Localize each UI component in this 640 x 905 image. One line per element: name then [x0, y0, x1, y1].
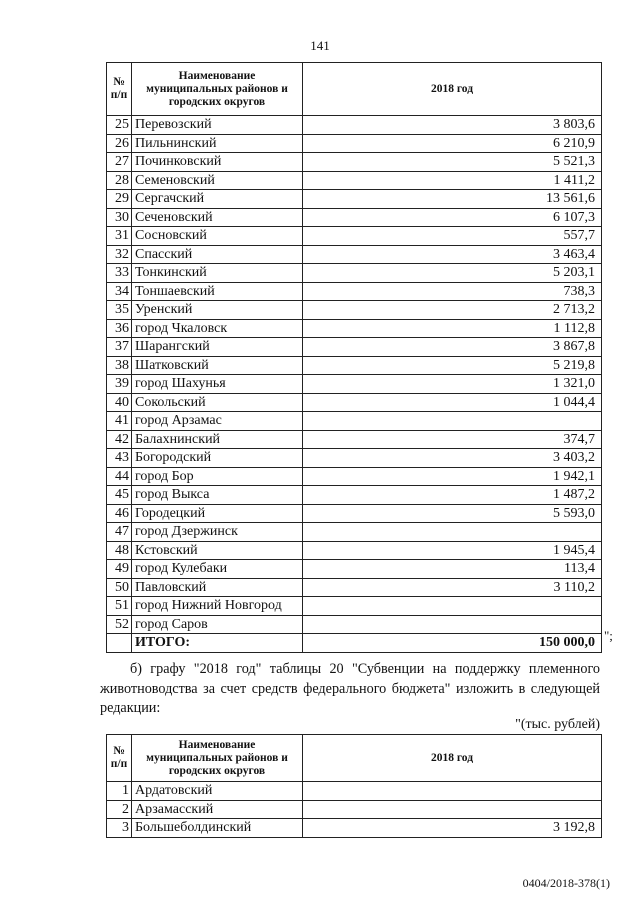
row-value: 3 403,2	[303, 449, 602, 468]
row-value	[303, 597, 602, 616]
total-label: ИТОГО:	[132, 634, 303, 653]
table1-body	[107, 116, 602, 653]
table-row	[107, 615, 602, 634]
total-row	[107, 634, 602, 653]
row-num: 28	[107, 171, 132, 190]
closing-quote: ";	[604, 628, 613, 643]
row-num: 49	[107, 560, 132, 579]
table-header-row	[107, 735, 602, 782]
row-name: Перевозский	[132, 116, 303, 135]
table-row	[107, 153, 602, 172]
table-row	[107, 393, 602, 412]
row-name: Богородский	[132, 449, 303, 468]
row-num: 25	[107, 116, 132, 135]
row-name: Тоншаевский	[132, 282, 303, 301]
table-row	[107, 412, 602, 431]
unit-note: "(тыс. рублей)	[515, 717, 600, 732]
row-value: 5 521,3	[303, 153, 602, 172]
row-value: 3 867,8	[303, 338, 602, 357]
row-name: город Чкаловск	[132, 319, 303, 338]
row-value: 1 411,2	[303, 171, 602, 190]
row-name: Балахнинский	[132, 430, 303, 449]
table-row	[107, 560, 602, 579]
table-row	[107, 319, 602, 338]
row-num: 48	[107, 541, 132, 560]
row-value: 1 112,8	[303, 319, 602, 338]
table-row	[107, 134, 602, 153]
table-row	[107, 486, 602, 505]
row-name: Пильнинский	[132, 134, 303, 153]
row-value: 2 713,2	[303, 301, 602, 320]
table-row	[107, 227, 602, 246]
row-name: город Кулебаки	[132, 560, 303, 579]
row-value: 1 945,4	[303, 541, 602, 560]
table-row	[107, 597, 602, 616]
row-value: 1 044,4	[303, 393, 602, 412]
row-value	[303, 782, 602, 801]
header-name: Наименование муниципальных районов и городских округов	[132, 735, 303, 782]
row-num: 52	[107, 615, 132, 634]
row-num: 37	[107, 338, 132, 357]
table-row	[107, 264, 602, 283]
total-num	[107, 634, 132, 653]
row-value: 738,3	[303, 282, 602, 301]
table-row	[107, 356, 602, 375]
row-value: 374,7	[303, 430, 602, 449]
row-value	[303, 523, 602, 542]
row-num: 42	[107, 430, 132, 449]
row-value	[303, 615, 602, 634]
table-row	[107, 782, 602, 801]
table-row	[107, 523, 602, 542]
row-name: город Нижний Новгород	[132, 597, 303, 616]
row-value: 6 210,9	[303, 134, 602, 153]
row-num: 43	[107, 449, 132, 468]
row-name: Ардатовский	[132, 782, 303, 801]
row-name: Кстовский	[132, 541, 303, 560]
table-header-row	[107, 63, 602, 116]
table-row	[107, 449, 602, 468]
row-num: 41	[107, 412, 132, 431]
row-name: город Арзамас	[132, 412, 303, 431]
table-row	[107, 819, 602, 838]
row-name: Семеновский	[132, 171, 303, 190]
row-value: 1 487,2	[303, 486, 602, 505]
header-name: Наименование муниципальных районов и городских округов	[132, 63, 303, 116]
row-num: 3	[107, 819, 132, 838]
row-num: 31	[107, 227, 132, 246]
row-name: Городецкий	[132, 504, 303, 523]
header-num: № п/п	[107, 735, 132, 782]
row-name: город Выкса	[132, 486, 303, 505]
row-num: 29	[107, 190, 132, 209]
table-row	[107, 338, 602, 357]
table-row	[107, 208, 602, 227]
subsidy-table-1	[106, 62, 602, 653]
row-num: 34	[107, 282, 132, 301]
row-name: Сосновский	[132, 227, 303, 246]
row-num: 44	[107, 467, 132, 486]
row-value: 6 107,3	[303, 208, 602, 227]
row-value: 1 321,0	[303, 375, 602, 394]
table-row	[107, 171, 602, 190]
table-row	[107, 375, 602, 394]
row-num: 26	[107, 134, 132, 153]
row-name: город Саров	[132, 615, 303, 634]
amendment-paragraph: б) графу "2018 год" таблицы 20 "Субвенции на поддержку племенного животноводства за счет средств федерального бюджета" изложить в следующей редакции:	[100, 661, 600, 716]
row-num: 1	[107, 782, 132, 801]
row-value: 13 561,6	[303, 190, 602, 209]
table-row	[107, 504, 602, 523]
page-number: 141	[310, 38, 330, 53]
row-value: 5 203,1	[303, 264, 602, 283]
row-value: 1 942,1	[303, 467, 602, 486]
table-row	[107, 541, 602, 560]
row-name: Шатковский	[132, 356, 303, 375]
row-value: 5 593,0	[303, 504, 602, 523]
row-value: 3 803,6	[303, 116, 602, 135]
row-value: 5 219,8	[303, 356, 602, 375]
row-value: 3 463,4	[303, 245, 602, 264]
row-name: Большеболдинский	[132, 819, 303, 838]
row-name: Уренский	[132, 301, 303, 320]
total-value: 150 000,0	[303, 634, 602, 653]
table-row	[107, 301, 602, 320]
row-num: 32	[107, 245, 132, 264]
header-year: 2018 год	[303, 735, 602, 782]
row-num: 27	[107, 153, 132, 172]
row-name: Сокольский	[132, 393, 303, 412]
row-num: 2	[107, 800, 132, 819]
row-value: 113,4	[303, 560, 602, 579]
row-num: 51	[107, 597, 132, 616]
table-row	[107, 578, 602, 597]
row-name: Шарангский	[132, 338, 303, 357]
row-num: 36	[107, 319, 132, 338]
row-num: 35	[107, 301, 132, 320]
header-num: № п/п	[107, 63, 132, 116]
row-num: 40	[107, 393, 132, 412]
row-name: Павловский	[132, 578, 303, 597]
row-name: город Шахунья	[132, 375, 303, 394]
table-row	[107, 282, 602, 301]
header-year: 2018 год	[303, 63, 602, 116]
row-num: 33	[107, 264, 132, 283]
table-row	[107, 190, 602, 209]
subsidy-table-20	[106, 734, 602, 838]
row-value	[303, 412, 602, 431]
row-value: 557,7	[303, 227, 602, 246]
row-num: 46	[107, 504, 132, 523]
row-num: 47	[107, 523, 132, 542]
row-name: Спасский	[132, 245, 303, 264]
row-name: город Дзержинск	[132, 523, 303, 542]
row-value: 3 110,2	[303, 578, 602, 597]
row-name: Сеченовский	[132, 208, 303, 227]
row-num: 50	[107, 578, 132, 597]
row-num: 39	[107, 375, 132, 394]
row-name: Сергачский	[132, 190, 303, 209]
table-row	[107, 430, 602, 449]
row-name: Арзамасский	[132, 800, 303, 819]
row-num: 30	[107, 208, 132, 227]
row-value: 3 192,8	[303, 819, 602, 838]
row-name: город Бор	[132, 467, 303, 486]
table-row	[107, 467, 602, 486]
table-row	[107, 245, 602, 264]
row-num: 38	[107, 356, 132, 375]
row-num: 45	[107, 486, 132, 505]
row-name: Тонкинский	[132, 264, 303, 283]
document-code: 0404/2018-378(1)	[522, 876, 610, 890]
table-row	[107, 116, 602, 135]
row-name: Починковский	[132, 153, 303, 172]
table2-body	[107, 782, 602, 838]
row-value	[303, 800, 602, 819]
table-row	[107, 800, 602, 819]
